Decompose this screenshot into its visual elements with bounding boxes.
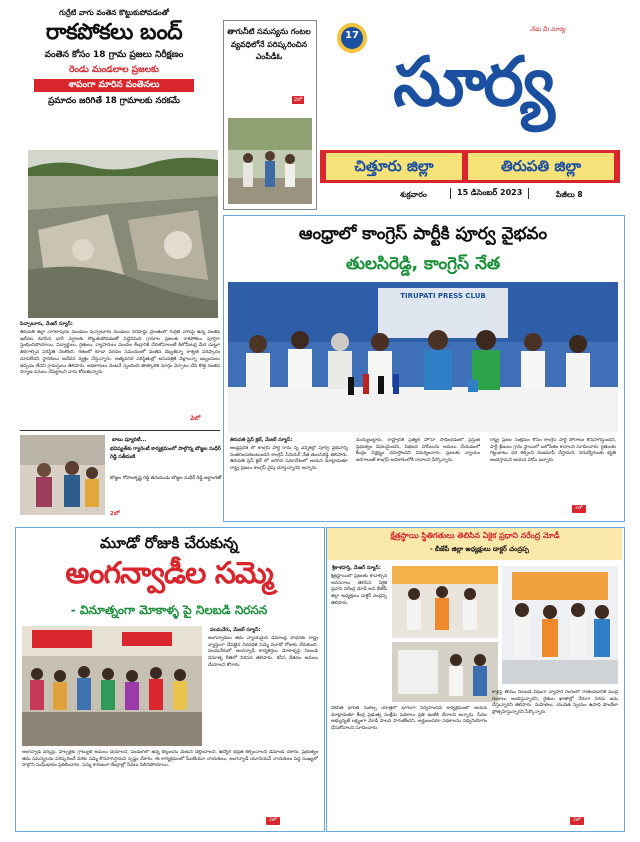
divider (20, 430, 220, 431)
modi-col-3: కాళ్లపై తాము నిలబడే విధంగా వ్యాపార రంగంలో రాణించడానికి ముద్ర రుణాలు అందిస్తున్నారని, రైతుల ఖాతాల్లో నేరుగా నగదు జమ చేస్తున్నారని తెలిపారు. మహిళలు, యువత స్వయం ఉపాధి పొందేలా ప్రోత్సహిస్తున్నారని పేర్కొన్నారు. (492, 690, 618, 716)
bridge-subhead-3: శాపంగా మారిన వంతెనలు (34, 79, 194, 92)
modi-dateline: శ్రీకాళహస్తి, మేజర్ న్యూస్: (332, 566, 381, 571)
edition-right: తిరుపతి జిల్లా (468, 153, 614, 180)
bridge-kicker: గుర్రేటి వాగు వంతెన కొట్టుకుపోవడంతో (59, 8, 169, 17)
congress-tag (572, 505, 586, 513)
small-story-photo (20, 435, 105, 515)
small-story-continued: 2లో (110, 511, 120, 517)
strike-subhead: - వినూత్నంగా మోకాళ్ళ పై నిలబడి నిరసన (70, 603, 268, 617)
modi-col-1: క్షేత్రస్థాయిలో ప్రజలకు కావాల్సిన అవసరాలు తెలిసిన ఏకైక ప్రధాని నరేంద్ర మోడీ అని బీజేపీ జిల్లా అధ్యక్షులు డాక్టర్ చంద్రప్ప తెలిపారు. (331, 574, 387, 606)
modi-headline: క్షేత్రస్థాయి స్థితిగతులు తెలిసిన ఏకైక ప్రధాని నరేంద్ర మోడీ (390, 531, 560, 540)
bridge-subhead-1: వంతెన కోసం 18 గ్రామ ప్రజలు నిరీక్షణం (44, 50, 184, 60)
bridge-dateline: పిచ్చాటూరు, మేజర్ న్యూస్: (20, 322, 73, 327)
modi-col-2: వికసిత్ భారత్ సంకల్ప యాత్రలో భాగంగా నిర్వహించిన కార్యక్రమంలో ఆయన మాట్లాడుతూ కేంద్ర ప్రభుత్వ సంక్షేమ పథకాలు ప్రతి ఇంటికి చేరాలని అన్నారు. పేదల అభ్యున్నతే లక్ష్యంగా మోడీ పాలన సాగుతోందని, అర్హులందరూ పథకాలను సద్వినియోగం చేసుకోవాలని సూచించారు. (331, 706, 487, 732)
strike-tag-label: 2లో (269, 818, 277, 823)
issue-date: 15 డిసెంబర్ 2023 (450, 188, 529, 199)
bridge-body: తిరుపతి జిల్లా నాగలాపురం మండలం పిచ్చాటూరు మండలం సరిహద్దు ప్రాంతంలో గుర్రేటి వాగుపై ఉన్న వంతెన ఇటీవల కురిసిన భారీ వర్షాలకు కొట్టుకుపోవడంతో పద్దెనిమిది గ్రామాల ప్రజలకు రాకపోకలు పూర్తిగా స్తంభించిపోయాయి. విద్యార్థులు, రైతులు, వ్యాపారులు మండల కేంద్రానికి చేరుకోవాలంటే కిలోమీటర్ల మేర చుట్టూ తిరగాల్సిన పరిస్థితి నెలకొంది. గతంలో కూడా వరదల సమయంలో వంతెన దెబ్బతిన్నా శాశ్వత పరిష్కారం చూపలేదని స్థానికులు ఆవేదన వ్యక్తం చేస్తున్నారు. అత్యవసర పరిస్థితుల్లో ఆసుపత్రికి వెళ్లాలన్నా ఇబ్బందులు తప్పడం లేదని గ్రామస్తులు తెలిపారు. అధికారులు వెంటనే స్పందించి తాత్కాలిక మార్గం ఏర్పాటు చేసి కొత్త వంతెన నిర్మాణ పనులు చేపట్టాలని వారు కోరుతున్నారు. (20, 330, 220, 376)
small-story-kicker: బాబు ష్యూరిటీ... (112, 437, 147, 443)
strike-body: అంగన్వాడీ వర్కర్లు, హెల్పర్లకు గ్రాట్యుటీ అమలు చేయాలని, పెండింగ్‌లో ఉన్న బిల్లులను వెంటనే చెల్లించాలని, ఉద్యోగ భద్రత కల్పించాలని డిమాండ్ చేశారు. ప్రభుత్వం తమ సమస్యలను పరిష్కరించే వరకు సమ్మె కొనసాగిస్తామని స్పష్టం చేశారు. ఈ కార్యక్రమంలో సీఐటీయూ నాయకులు, అంగన్వాడీ యూనియన్ నాయకులు పెద్ద సంఖ్యలో పాల్గొని సంఘీభావం ప్రకటించారు. సమ్మె కారణంగా కేంద్రాల్లో సేవలు నిలిచిపోయాయి. (22, 750, 318, 769)
congress-headline: ఆంధ్రాలో కాంగ్రెస్ పార్టీకి పూర్వ వైభవం (298, 224, 548, 244)
mpdo-photo (228, 118, 312, 204)
strike-tag (266, 817, 280, 825)
strike-kicker: మూడో రోజుకి చేరుకున్న (99, 534, 239, 552)
bridge-subhead-2: రెండు మండలాల ప్రజలకు (69, 65, 159, 75)
modi-tag-label: 2లో (573, 818, 581, 823)
congress-col-3: రాష్ట్ర ప్రజల సంక్షేమం కోసం కాంగ్రెస్ పార్టీ పోరాటం కొనసాగిస్తుందని, పార్టీ శ్రేణులు గ్రామ స్థాయిలో బలోపేతం కావాలని సూచించారు. రైతులకు గిట్టుబాటు ధర కల్పించి రుణమాఫీ చేస్తామని, నిరుద్యోగులకు భృతి అందిస్తామని ఆయన హామీ ఇచ్చారు. (490, 438, 616, 464)
strike-dateline: పలమనేరు, మేజర్ న్యూస్: (210, 628, 261, 633)
modi-photo-1 (392, 566, 498, 638)
modi-subhead: - బీజేపీ జిల్లా అధ్యక్షులు డాక్టర్ చంద్రప్ప (430, 545, 529, 553)
bridge-photo (28, 150, 218, 318)
press-club-banner: TIRUPATI PRESS CLUB (400, 292, 486, 300)
edition-left: చిత్తూరు జిల్లా (326, 153, 462, 180)
masthead-tagline: నేడు మీ సూర్య (530, 26, 566, 33)
strike-headline: అంగన్వాడీల సమ్మె (65, 556, 273, 591)
strike-photo (22, 626, 202, 746)
modi-photo-2 (502, 566, 618, 684)
small-story-caption: బొజ్జల గోపాలకృష్ణ రెడ్డి తనయుడు బొజ్జల సుధీర్ రెడ్డి అర్ధాంగితో (110, 476, 222, 481)
bridge-headline: రాకపోకలు బంద్ (45, 20, 183, 45)
congress-photo (228, 282, 618, 432)
page-count: పేజీలు 8 (556, 190, 583, 199)
congress-dateline: తిరుపతి ప్రెస్ క్లబ్, మేజర్ న్యూస్: (230, 438, 293, 443)
modi-tag (570, 817, 584, 825)
issue-day: శుక్రవారం (400, 190, 427, 199)
masthead-title: సూర్య (393, 43, 552, 122)
bridge-subhead-4: ప్రమాదం జరిగితే 18 గ్రామాలకు నరకమే (48, 96, 180, 106)
congress-tag-label: 2లో (575, 506, 583, 511)
anniversary-badge: 17 (345, 30, 359, 41)
congress-col-2: దుయ్యబట్టారు. రాష్ట్రానికి ప్రత్యేక హోదా సాధించడంలో ప్రస్తుత ప్రభుత్వం విఫలమైందని, విభజన హామీలను అమలు చేయడంలో కేంద్రం నిర్లక్ష్యం వహిస్తోందని విమర్శించారు. ప్రజలకు న్యాయం జరగాలంటే కాంగ్రెస్ అధికారంలోకి రావాలని పేర్కొన్నారు. (356, 438, 480, 464)
congress-subhead: తులసిరెడ్డి, కాంగ్రెస్ నేత (345, 254, 501, 274)
small-story-headline: భవిష్యత్‌కు గ్యారెంటీ కార్యక్రమంలో పాల్గొన్న బొజ్జల సుధీర్ రెడ్డి సతీమణి (110, 446, 221, 460)
mpdo-headline: తాగునీటి సమస్యను గంటల వ్యవధిలోనే పరిష్కరించిన ఎంపీడీఓ (227, 27, 311, 61)
modi-photo-3 (392, 642, 498, 702)
bridge-continued: 2లో (190, 415, 201, 422)
congress-col-1: ఆంధ్రప్రదేశ్ లో కాంగ్రెస్ పార్టీ రాను న్న ఎన్నికల్లో పూర్వ వైభవాన్ని సంతరించుకుంటుందని కాంగ్రెస్ సీనియర్ నేత తులసిరెడ్డి తెలిపారు. తిరుపతి ప్రెస్ క్లబ్ లో జరిగిన సమావేశంలో ఆయన మాట్లాడుతూ రాష్ట్ర ప్రజలు కాంగ్రెస్ వైపు చూస్తున్నారని అన్నారు. (230, 446, 348, 472)
mpdo-tag: 2లో (294, 97, 303, 103)
strike-col-right: అంగన్వాడీలు తమ న్యాయమైన డిమాండ్ల సాధనకు రాష్ట్ర వ్యాప్తంగా చేపట్టిన నిరవధిక సమ్మె మూడో రోజుకు చేరుకుంది. పలమనేరులో అంగన్వాడీ కార్యకర్తలు మోకాళ్ళపై నిలబడి వినూత్న రీతిలో నిరసన తెలిపారు. కనీస వేతనం అమలు చేయాలని కోరారు. (208, 636, 318, 668)
